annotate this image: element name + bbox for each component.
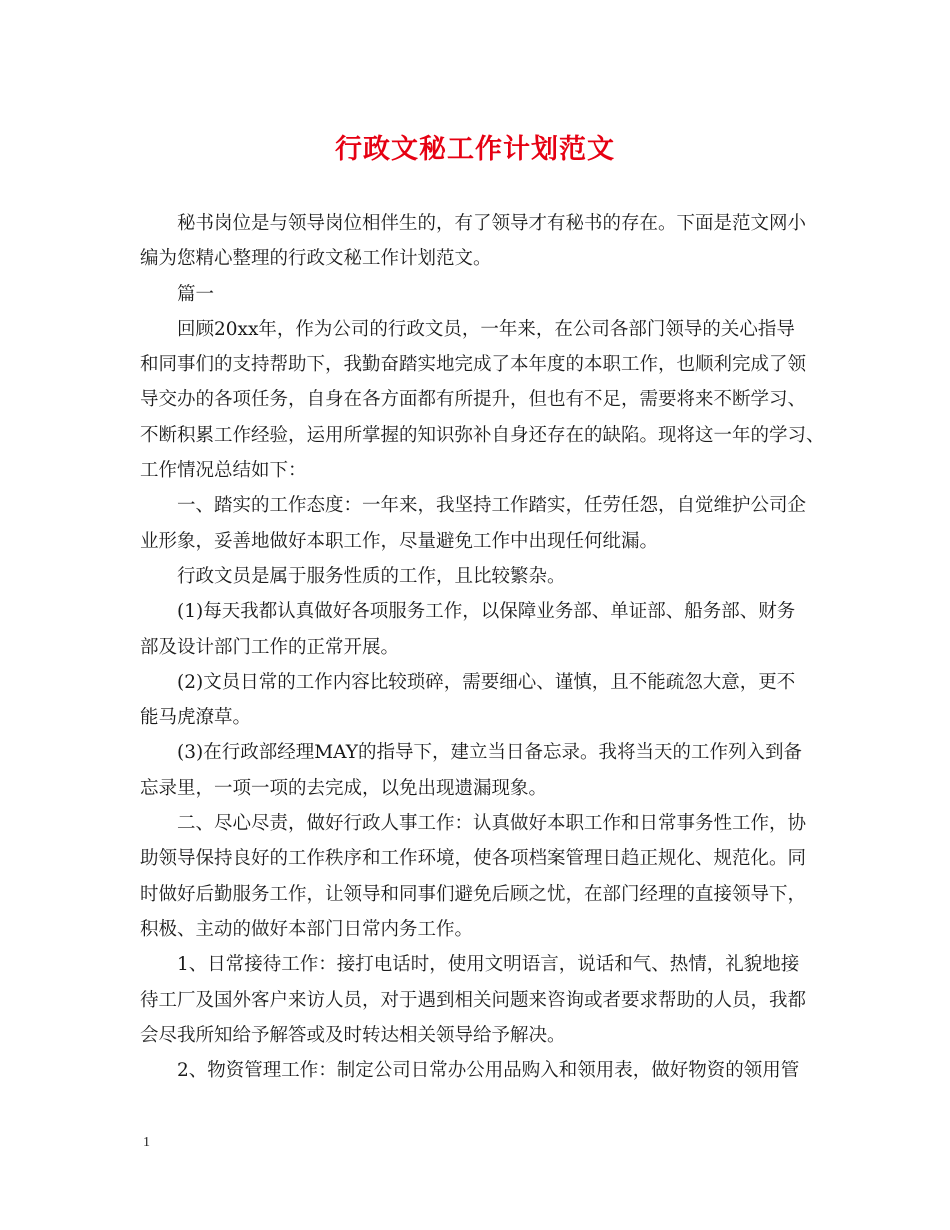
body-line: 和同事们的支持帮助下，我勤奋踏实地完成了本年度的本职工作，也顺利完成了领 [140,354,807,376]
body-line: (3)在行政部经理MAY的指导下，建立当日备忘录。我将当天的工作列入到备 [177,742,802,764]
body-line: 会尽我所知给予解答或及时转达相关领导给予解决。 [140,1024,566,1046]
body-line: 时做好后勤服务工作，让领导和同事们避免后顾之忧，在部门经理的直接领导下， [140,883,807,905]
body-line: 回顾20xx年，作为公司的行政文员，一年来，在公司各部门领导的关心指导 [177,318,795,340]
body-line: 待工厂及国外客户来访人员，对于遇到相关问题来咨询或者要求帮助的人员，我都 [140,989,807,1011]
body-line: 导交办的各项任务，自身在各方面都有所提升，但也有不足，需要将来不断学习、 [140,389,807,411]
body-line: 2、物资管理工作：制定公司日常办公用品购入和领用表，做好物资的领用管 [177,1060,800,1082]
document-title: 行政文秘工作计划范文 [335,134,615,165]
body-line: 秘书岗位是与领导岗位相伴生的，有了领导才有秘书的存在。下面是范文网小 [177,213,807,234]
body-line: 能马虎潦草。 [140,707,252,729]
body-line: 1、日常接待工作：接打电话时，使用文明语言，说话和气、热情，礼貌地接 [177,954,800,976]
body-line: 编为您精心整理的行政文秘工作计划范文。 [140,248,492,270]
body-line: 助领导保持良好的工作秩序和工作环境，使各项档案管理日趋正规化、规范化。同 [140,848,807,870]
body-line: 部及设计部门工作的正常开展。 [140,636,400,658]
body-line: 二、尽心尽责，做好行政人事工作：认真做好本职工作和日常事务性工作，协 [177,813,807,835]
body-line: 忘录里，一项一项的去完成，以免出现遗漏现象。 [140,777,548,799]
body-line: 不断积累工作经验，运用所掌握的知识弥补自身还存在的缺陷。现将这一年的学习、 [140,424,825,446]
body-line: (2)文员日常的工作内容比较琐碎，需要细心、谨慎，且不能疏忽大意，更不 [177,671,796,693]
body-line: 业形象，妥善地做好本职工作，尽量避免工作中出现任何纰漏。 [140,530,659,552]
page-number: 1 [143,1135,150,1150]
body-line: 积极、主动的做好本部门日常内务工作。 [140,918,474,940]
body-line: 篇一 [177,283,215,305]
body-line: 工作情况总结如下： [140,460,307,482]
document-body [140,206,825,1088]
body-line: 行政文员是属于服务性质的工作，且比较繁杂。 [177,565,566,587]
body-line: 一、踏实的工作态度：一年来，我坚持工作踏实，任劳任怨，自觉维护公司企 [177,495,807,517]
body-line: (1)每天我都认真做好各项服务工作，以保障业务部、单证部、船务部、财务 [177,601,796,623]
